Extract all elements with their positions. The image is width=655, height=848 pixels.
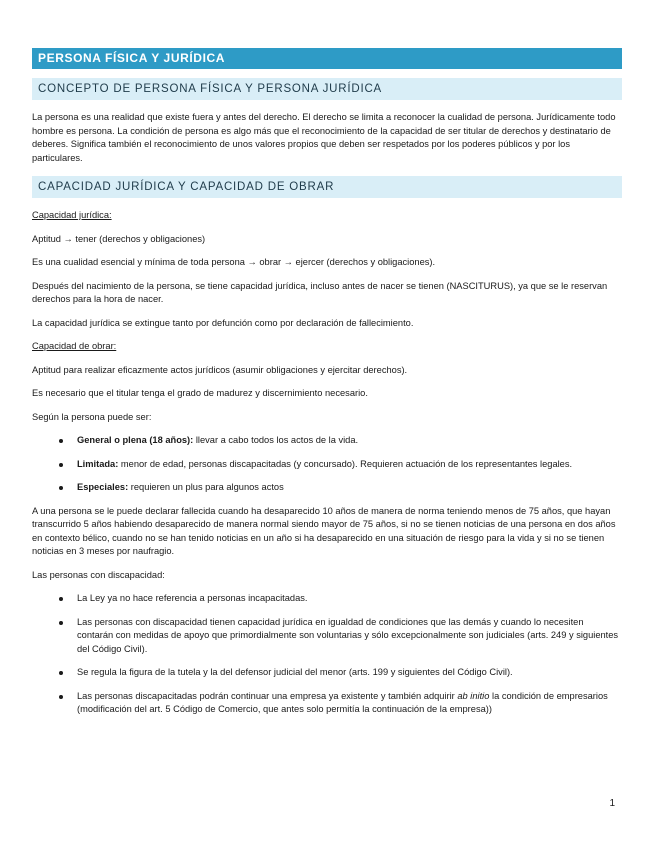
list-item-desc: requieren un plus para algunos actos <box>128 482 284 492</box>
list-item <box>32 592 622 606</box>
bullet-icon <box>59 671 63 675</box>
list-item <box>32 616 622 657</box>
list-item-text: Las personas con discapacidad tienen capacidad jurídica en igualdad de condiciones que las demás y cuando lo necesiten contarán con medidas de apoyo que primordialmente son voluntarias y sólo excepcionalmente son judiciales (arts. 249 y siguientes del Código Civil). <box>77 616 619 654</box>
list-item <box>32 434 622 448</box>
list-item-text: Las personas discapacitadas podrán continuar una empresa ya existente y también adquirir <box>77 690 458 701</box>
paragraph: Aptitud → tener (derechos y obligaciones) <box>32 233 206 244</box>
discapacidad-list <box>32 592 622 717</box>
paragraph: Aptitud para realizar eficazmente actos jurídicos (asumir obligaciones y ejercitar derechos). <box>32 364 408 375</box>
bullet-icon <box>59 486 63 490</box>
list-item-term: General o plena (18 años): <box>77 435 194 445</box>
list-item <box>32 481 622 495</box>
bullet-icon <box>59 439 63 443</box>
subheading-capacidad-juridica: Capacidad jurídica: <box>32 210 112 220</box>
paragraph: La capacidad jurídica se extingue tanto por defunción como por declaración de fallecimiento. <box>32 317 414 328</box>
capacity-types-list <box>32 434 622 495</box>
list-item-term: Especiales: <box>77 482 129 492</box>
paragraph: Las personas con discapacidad: <box>32 569 165 580</box>
list-item <box>32 666 622 680</box>
document-page <box>32 48 622 717</box>
paragraph: Es una cualidad esencial y mínima de toda persona → obrar → ejercer (derechos y obligaciones). <box>32 257 436 267</box>
paragraph: A una persona se le puede declarar fallecida cuando ha desaparecido 10 años de manera de norma teniendo menos de 75 años, que hayan transcurrido 5 años habiendo desaparecido de manera normal siendo mayor de 75 años, si no se tienen noticias de una persona en dos años en contexto bélico, cuando no se han tenido noticias en un año si ha desaparecido en una situación de riesgo para la vida y si no se tienen noticias en 3 meses por naufragio. <box>32 505 616 556</box>
italic-term: ab initio <box>457 690 490 701</box>
list-item-term: Limitada: <box>77 458 119 469</box>
section-heading-concepto: CONCEPTO DE PERSONA FÍSICA Y PERSONA JURÍDICA <box>32 78 622 100</box>
bullet-icon <box>59 597 63 601</box>
bullet-icon <box>59 463 63 467</box>
list-item <box>32 690 622 717</box>
paragraph: Según la persona puede ser: <box>32 411 152 422</box>
list-item-text: La Ley ya no hace referencia a personas incapacitadas. <box>77 593 308 603</box>
bullet-icon <box>59 621 63 625</box>
paragraph-concepto: La persona es una realidad que existe fuera y antes del derecho. El derecho se limita a reconocer la cualidad de persona. Jurídicamente todo hombre es persona. La condición de persona es algo más que el reconocimiento de la capacidad de ser titular de derechos y destinatario de deberes. Significa también el reconocimiento de unos valores propios que deben ser respetados por los poderes públicos y por los particulares. <box>32 112 616 163</box>
paragraph: Después del nacimiento de la persona, se tiene capacidad jurídica, incluso antes de nacer se tienen (NASCITURUS), ya que se le reservan derechos para la hora de nacer. <box>32 280 608 304</box>
list-item-text: Se regula la figura de la tutela y la del defensor judicial del menor (arts. 199 y siguientes del Código Civil). <box>77 667 513 677</box>
page-title: PERSONA FÍSICA Y JURÍDICA <box>32 48 622 69</box>
bullet-icon <box>59 695 63 699</box>
section-heading-capacidad: CAPACIDAD JURÍDICA Y CAPACIDAD DE OBRAR <box>32 176 622 198</box>
list-item-desc: menor de edad, personas discapacitadas (y concursado). Requieren actuación de los representantes legales. <box>118 458 573 469</box>
paragraph: Es necesario que el titular tenga el grado de madurez y discernimiento necesario. <box>32 388 368 398</box>
list-item-desc: llevar a cabo todos los actos de la vida. <box>193 435 359 445</box>
page-number: 1 <box>609 798 615 809</box>
list-item-text: la condición de empresarios (modificación del art. 5 Código de Comercio, que antes solo permitía la continuación de la empresa)) <box>77 690 608 714</box>
subheading-capacidad-obrar: Capacidad de obrar: <box>32 341 117 351</box>
list-item <box>32 458 622 472</box>
